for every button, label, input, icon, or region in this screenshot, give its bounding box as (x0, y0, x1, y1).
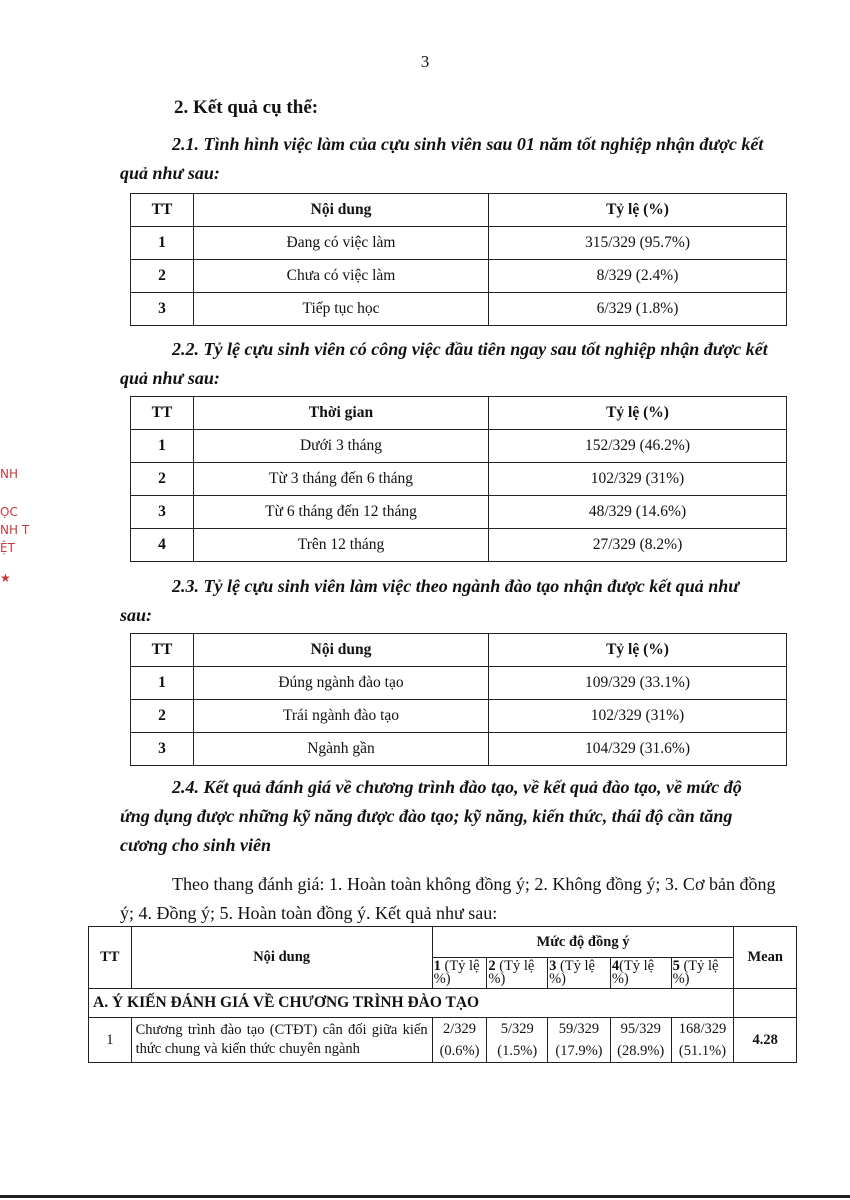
header-cell: Thời gian (194, 397, 489, 430)
table-cell: 2 (131, 463, 194, 496)
mean-value: 4.28 (734, 1018, 797, 1063)
count: 2/329 (442, 1021, 477, 1037)
table-cell: 3 (131, 496, 194, 529)
level-label: (Tỷ lệ %) (549, 958, 595, 987)
scale-description: Theo thang đánh giá: 1. Hoàn toàn không đồng ý; 2. Không đồng ý; 3. Cơ bản đồng ý; 4. Đồng ý; 5. Hoàn toàn đồng ý. Kết quả như sau: (120, 874, 776, 923)
table-cell: Ngành gần (194, 733, 489, 766)
level-label: (Tỷ lệ %) (433, 958, 480, 987)
table-cell: 315/329 (95.7%) (489, 227, 787, 260)
header-cell: Mức độ đồng ý (432, 927, 734, 958)
table-row (131, 293, 787, 326)
table-row (131, 700, 787, 733)
header-cell: Tỷ lệ (%) (489, 194, 787, 227)
level-number: 2 (488, 958, 496, 974)
table-cell: 48/329 (14.6%) (489, 496, 787, 529)
table-cell: 27/329 (8.2%) (489, 529, 787, 562)
stamp-text: ỌC (0, 505, 18, 519)
table-row (131, 529, 787, 562)
table-cell: 152/329 (46.2%) (489, 430, 787, 463)
level-label: (Tỷ lệ %) (611, 958, 655, 987)
table-cell: Tiếp tục học (194, 293, 489, 326)
table-header-row (131, 397, 787, 430)
count: 168/329 (678, 1021, 727, 1037)
table-header-row (131, 194, 787, 227)
header-cell: Mean (734, 927, 797, 989)
first-job-time-table (130, 396, 787, 562)
level-header (548, 958, 611, 989)
level-number: 3 (549, 958, 557, 974)
percent: (0.6%) (439, 1043, 480, 1059)
level-label: (Tỷ lệ %) (488, 958, 535, 987)
level-header (671, 958, 734, 989)
table-cell: 1 (131, 227, 194, 260)
table-row (131, 260, 787, 293)
star-icon: ★ (0, 571, 11, 585)
table-cell (734, 989, 797, 1018)
header-cell: Nội dung (131, 927, 432, 989)
table-cell: 8/329 (2.4%) (489, 260, 787, 293)
stamp-text: ỆT (0, 541, 15, 555)
table-cell: 1 (131, 430, 194, 463)
table-cell: Trái ngành đào tạo (194, 700, 489, 733)
percent: (17.9%) (555, 1043, 603, 1059)
table-row (131, 463, 787, 496)
table-cell: Trên 12 tháng (194, 529, 489, 562)
header-cell: Tỷ lệ (%) (489, 634, 787, 667)
table-cell: Từ 3 tháng đến 6 tháng (194, 463, 489, 496)
table-row (131, 430, 787, 463)
table-cell (487, 1018, 548, 1063)
table-cell: 1 (89, 1018, 132, 1063)
percent: (1.5%) (497, 1043, 538, 1059)
table-cell: Từ 6 tháng đến 12 tháng (194, 496, 489, 529)
count: 5/329 (500, 1021, 534, 1037)
stamp-text: NH T (0, 523, 30, 537)
header-cell: TT (89, 927, 132, 989)
table-cell (432, 1018, 487, 1063)
table-cell: Đúng ngành đào tạo (194, 667, 489, 700)
table-cell: 104/329 (31.6%) (489, 733, 787, 766)
count: 59/329 (558, 1021, 600, 1037)
table-cell: 2 (131, 260, 194, 293)
table-cell: Chưa có việc làm (194, 260, 489, 293)
table-cell: 102/329 (31%) (489, 463, 787, 496)
table-cell: Chương trình đào tạo (CTĐT) cân đối giữa kiến thức chung và kiến thức chuyên ngành (131, 1018, 432, 1063)
subsection-title-2-3: 2.3. Tỷ lệ cựu sinh viên làm việc theo ngành đào tạo nhận được kết quả như sau: (120, 576, 740, 625)
header-cell: TT (131, 194, 194, 227)
level-header (432, 958, 487, 989)
percent: (28.9%) (617, 1043, 665, 1059)
header-cell: Tỷ lệ (%) (489, 397, 787, 430)
page-number: 3 (420, 52, 430, 71)
section-title: A. Ý KIẾN ĐÁNH GIÁ VỀ CHƯƠNG TRÌNH ĐÀO TẠO (89, 989, 734, 1018)
table-header-row (131, 634, 787, 667)
table-cell: 109/329 (33.1%) (489, 667, 787, 700)
percent: (51.1%) (678, 1043, 727, 1059)
header-cell: Nội dung (194, 634, 489, 667)
header-cell: TT (131, 397, 194, 430)
table-cell: 4 (131, 529, 194, 562)
page-edge-line (0, 1195, 850, 1198)
table-row (131, 667, 787, 700)
level-header (487, 958, 548, 989)
level-number: 4 (611, 958, 620, 974)
table-row (131, 496, 787, 529)
header-cell: TT (131, 634, 194, 667)
table-cell: 1 (131, 667, 194, 700)
subsection-title-2-2: 2.2. Tỷ lệ cựu sinh viên có công việc đầu tiên ngay sau tốt nghiệp nhận được kết quả như sau: (120, 339, 768, 388)
section-heading: 2. Kết quả cụ thể: (174, 97, 319, 118)
evaluation-table (88, 926, 797, 1063)
table-row (131, 733, 787, 766)
table-cell: 6/329 (1.8%) (489, 293, 787, 326)
subsection-title-2-1: 2.1. Tình hình việc làm của cựu sinh viên sau 01 năm tốt nghiệp nhận được kết quả như sau: (120, 134, 764, 183)
field-match-table (130, 633, 787, 766)
red-stamp-fragment (0, 465, 30, 615)
table-cell: 3 (131, 293, 194, 326)
table-cell (548, 1018, 611, 1063)
stamp-text: NH (0, 467, 18, 481)
table-cell: 102/329 (31%) (489, 700, 787, 733)
table-cell (671, 1018, 734, 1063)
level-header (610, 958, 671, 989)
level-number: 1 (433, 958, 441, 974)
table-cell (610, 1018, 671, 1063)
table-row (89, 1018, 797, 1063)
table-cell: 3 (131, 733, 194, 766)
count: 95/329 (620, 1021, 661, 1037)
level-number: 5 (672, 958, 680, 974)
level-label: (Tỷ lệ %) (672, 958, 719, 987)
table-cell: Dưới 3 tháng (194, 430, 489, 463)
table-cell: Đang có việc làm (194, 227, 489, 260)
section-row (89, 989, 797, 1018)
header-cell: Nội dung (194, 194, 489, 227)
table-row (131, 227, 787, 260)
subsection-title-2-4: 2.4. Kết quả đánh giá về chương trình đào tạo, về kết quả đào tạo, về mức độ ứng dụng được những kỹ năng được đào tạo; kỹ năng, kiến thức, thái độ cần tăng cương cho sinh viên (120, 777, 742, 855)
table-header-row (89, 927, 797, 958)
employment-table (130, 193, 787, 326)
table-cell: 2 (131, 700, 194, 733)
